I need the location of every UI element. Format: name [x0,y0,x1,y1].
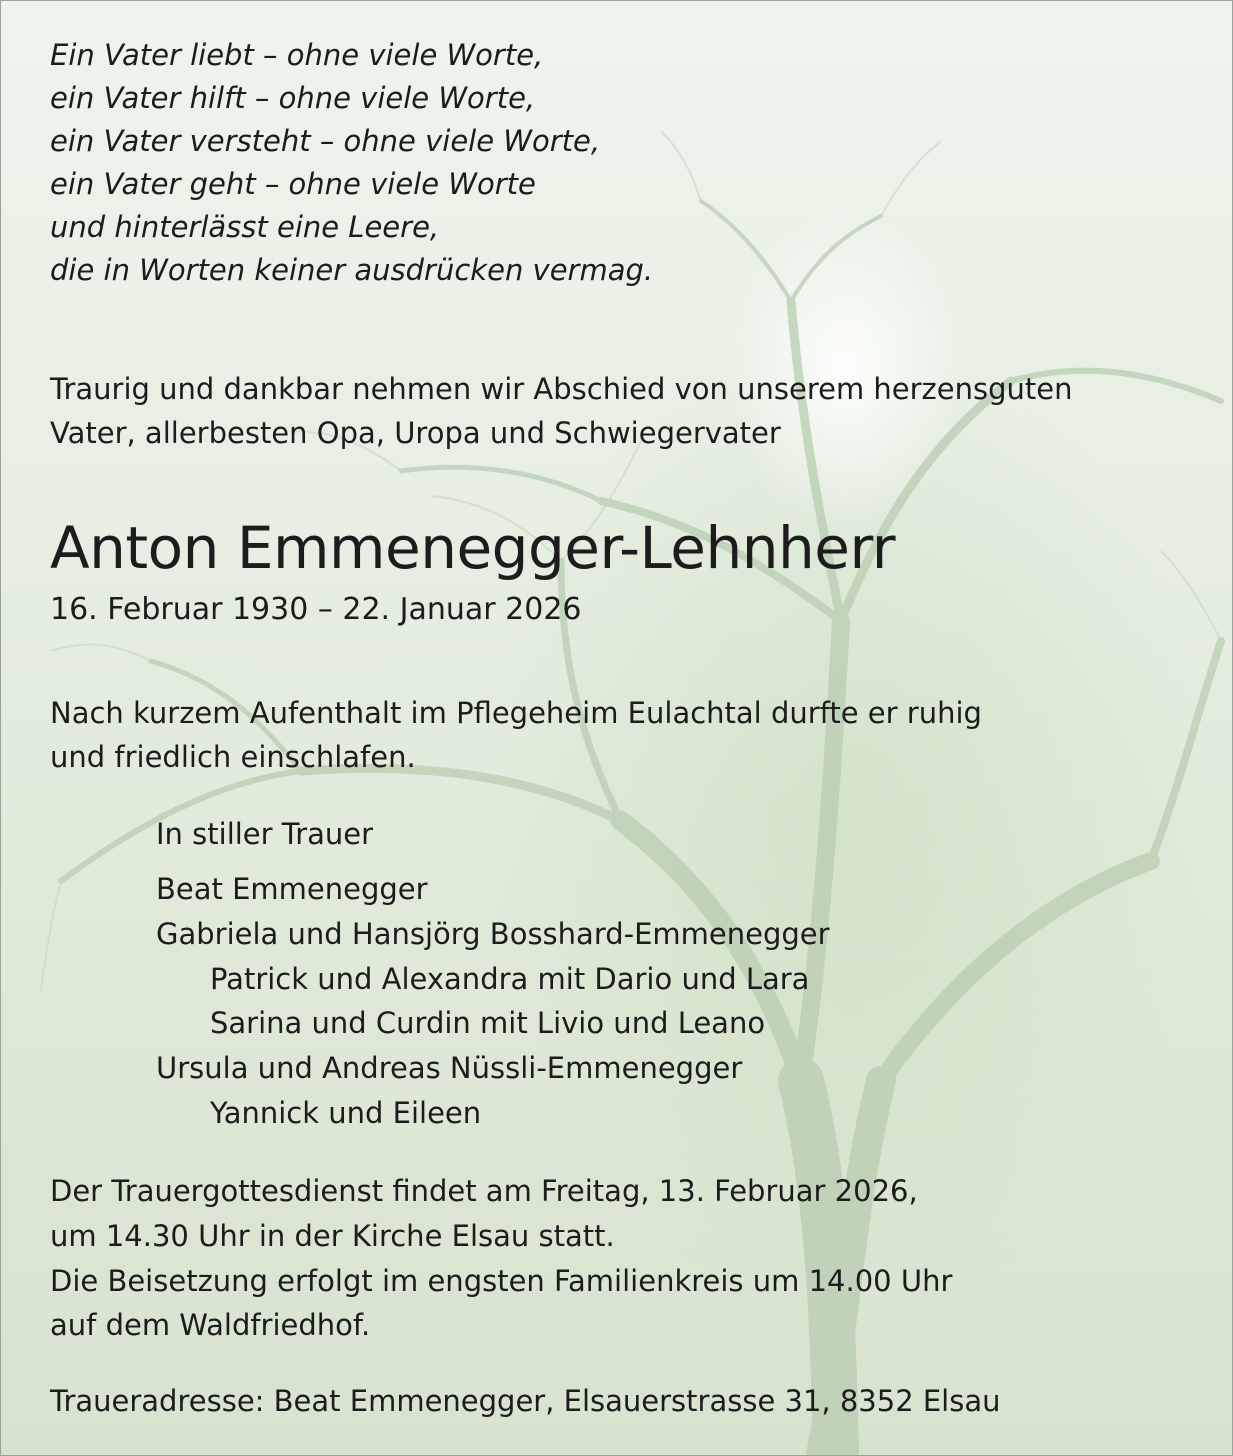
deceased-name: Anton Emmenegger-Lehnherr [50,514,896,582]
poem-line: ein Vater geht – ohne viele Worte [50,167,536,201]
family-member: Sarina und Curdin mit Livio und Leano [210,1006,766,1041]
intro-line: Traurig und dankbar nehmen wir Abschied von unserem herzensguten [50,372,1073,406]
family-list [156,867,830,1136]
poem-line: die in Worten keiner ausdrücken vermag. [50,253,654,287]
life-dates: 16. Februar 1930 – 22. Januar 2026 [50,592,582,627]
family-member: Patrick und Alexandra mit Dario und Lara [210,961,810,996]
service-line: Die Beisetzung erfolgt im engsten Familienkreis um 14.00 Uhr [50,1263,953,1298]
passing-line: und friedlich einschlafen. [50,740,416,774]
family-member: Ursula und Andreas Nüssli-Emmenegger [156,1051,743,1086]
poem-line: ein Vater hilft – ohne viele Worte, [50,81,536,115]
family-member: Gabriela und Hansjörg Bosshard-Emmenegger [156,916,830,951]
mourning-heading: In stiller Trauer [156,817,374,851]
passing-line: Nach kurzem Aufenthalt im Pflegeheim Eulachtal durfte er ruhig [50,696,982,730]
service-line: auf dem Waldfriedhof. [50,1308,371,1343]
service-line: um 14.30 Uhr in der Kirche Elsau statt. [50,1218,615,1253]
service-details [50,1169,952,1348]
farewell-intro [50,367,1073,455]
poem-line: ein Vater versteht – ohne viele Worte, [50,124,601,158]
service-line: Der Trauergottesdienst findet am Freitag, 13. Februar 2026, [50,1174,918,1208]
poem-line: Ein Vater liebt – ohne viele Worte, [50,38,544,72]
passing-notice [50,691,982,779]
intro-line: Vater, allerbesten Opa, Uropa und Schwiegervater [50,416,781,450]
family-member: Yannick und Eileen [210,1095,482,1130]
poem [50,34,653,292]
family-member: Beat Emmenegger [156,872,428,906]
mourning-address: Traueradresse: Beat Emmenegger, Elsauerstrasse 31, 8352 Elsau [50,1384,1001,1418]
poem-line: und hinterlässt eine Leere, [50,210,440,244]
